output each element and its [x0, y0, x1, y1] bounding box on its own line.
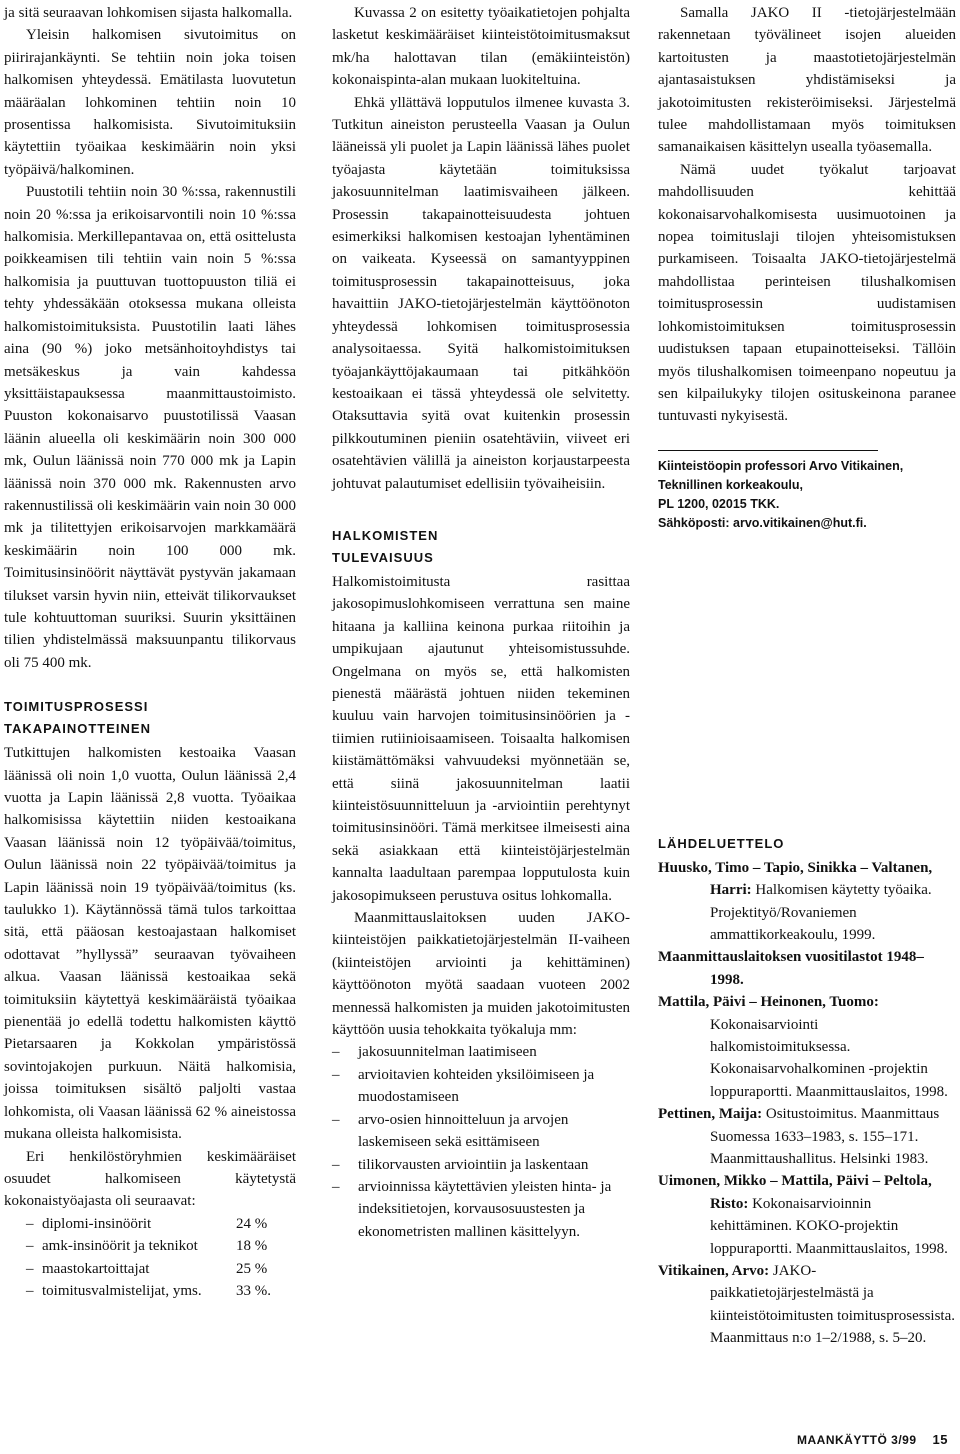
heading-line: HALKOMISTEN	[332, 527, 439, 543]
column-2	[332, 2, 630, 1243]
paragraph: Kuvassa 2 on esitetty työaikatietojen pohjalta lasketut keskimääräiset kiinteistötoimitusmaksut mk/ha halottavan tilan (emäkiinteistön) kokonaispinta-alan mukaan luokiteltuina.	[332, 5, 630, 89]
page-footer	[797, 1432, 948, 1447]
paragraph: Ehkä yllättävä lopputulos ilmenee kuvasta 3. Tutkitun aineiston perusteella Vaasan ja Oulun lääneissä yli puolet ja Lapin läänissä lähes puolet työajasta käytetään toimituksissa jakosuunnitelman laatimisvaiheen jälkeen. Prosessin takapainotteisuudesta johtuen esimerkiksi halkomisen kestoajan lyhentäminen on vaikeata. Kyseessä on samantyyppinen toimitusprosessin takapainotteisuus, joka havaittiin JAKO-tietojärjestelmän käyttöönoton yhteydessä lohkomisen toimitusprosessia analysoitaessa. Syitä halkomistoimituksen työajankäyttöjakaumaan tai pitkähköön kestoaikaan ei tässä yhteydessä ole selvitetty. Otaksuttavia syitä ovat kuitenkin prosessin pilkkoutuminen pieniin osatehtäviin, viiveet eri osatehtävien välillä ja aineiston korjaustarpeesta johtuvat palautumiset edellisiin työvaiheisiin.	[332, 94, 630, 492]
list-item: – amk-insinöörit ja teknikot 18 %	[26, 1238, 268, 1255]
list-item: – diplomi-insinöörit 24 %	[26, 1215, 268, 1232]
column-3	[658, 2, 956, 1350]
paragraph: Samalla JAKO II -tietojärjestelmään rakennetaan työvälineet isojen alueiden kartoitusten ja maastotietojärjestelmän ajantasaistuksen yhdistämiseksi ja jakotoimitusten rekisteröimiseksi. Järjestelmä tulee mahdollistamaan myös toimituksen samanaikaisen käsittelyn usealla työasemalla.	[658, 5, 956, 156]
section-heading	[4, 696, 296, 740]
paragraph: Eri henkilöstöryhmien keskimääräiset osuudet halkomiseen käytetystä kokonaistyöajasta oli seuraavat:	[4, 1148, 296, 1210]
journal-issue: MAANKÄYTTÖ 3/99	[797, 1433, 917, 1447]
reference-item: Pettinen, Maija: Ositustoimitus. Maanmittaus Suomessa 1633–1983, s. 155–171. Maanmittaushallitus. Helsinki 1983.	[658, 1106, 940, 1167]
reference-item: Maanmittauslaitoksen vuositilastot 1948–1998.	[658, 949, 924, 988]
contact-line: Teknillinen korkeakoulu,	[658, 477, 803, 492]
reference-item: Uimonen, Mikko – Mattila, Päivi – Peltola, Risto: Kokonaisarvioinnin kehittäminen. KOKO-projektin loppuraportti. Maanmittauslaitos, 1998.	[658, 1173, 948, 1257]
reference-item: Mattila, Päivi – Heinonen, Tuomo: Kokonaisarviointi halkomistoimituksessa. Kokonaisarvohalkominen -projektin loppuraportti. Maanmittauslaitos, 1998.	[658, 994, 948, 1100]
spacer	[658, 533, 956, 833]
reference-item: Huusko, Timo – Tapio, Sinikka – Valtanen, Harri: Halkomisen käytetty työaika. Projektityö/Rovaniemen ammattikorkeakoulu, 1999.	[658, 859, 933, 943]
list-item: – tilikorvausten arviointiin ja laskentaan	[332, 1156, 589, 1173]
section-heading	[332, 525, 630, 569]
references-heading: LÄHDELUETTELO	[658, 835, 785, 851]
paragraph: ja sitä seuraavan lohkomisen sijasta halkomalla.	[4, 5, 293, 21]
list-item: – arvioinnissa käytettävien yleisten hinta- ja indeksitietojen, korvausosuustesten ja ekonometristen mallinen käsittelyyn.	[332, 1178, 612, 1240]
heading-line: TULEVAISUUS	[332, 549, 434, 565]
contact-line: PL 1200, 02015 TKK.	[658, 496, 780, 511]
references-list	[658, 857, 956, 1350]
staff-share-list	[4, 1213, 296, 1303]
tools-list	[332, 1041, 630, 1243]
paragraph: Halkomistoimitusta rasittaa jakosopimuslohkomiseen verrattuna sen maine hitaana ja kalliina keinona purkaa riitoihin ja umpikujaan ajautunut yhteisomistussuhde. Ongelmana on myös se, että halkomisten pienestä määrästä johtuen niiden tekeminen kuuluu vain harvojen toimitusinsinöörien ja -tiimien rutiinioisaamiseen. Toisaalta halkomisen kiistämättömäksi vahvuudeksi myönnetään se, että siinä jakosuunnitelman laatii kiinteistösuunnitteluun ja -arviointiin perehtynyt toimitusinsinööri. Tämä merkitsee ilmeisesti aina sekä asiakkaan että kiinteistöjärjestelmän kannalta laadultaan parempaa lopputulosta kuin jakosopimukseen perustuva ositus lohkomalla.	[332, 573, 630, 904]
paragraph: Tutkittujen halkomisten kestoaika Vaasan läänissä oli noin 1,0 vuotta, Oulun läänissä 2,4 vuotta ja Lapin läänissä 2,8 vuotta. Työaikaa halkomisissa käytettiin niiden kestoaikana Vaasan läänissä noin 12 työpäivää/toimitus, Oulun läänissä noin 22 työpäivää/toimitus ja Lapin läänissä noin 19 työpäivää/toimitus (ks. taulukko 1). Käytännössä tämä tulos tarkoittaa sitä, että pääosan kestoajastaan halkomiset odottavat ”hyllyssä” seuraavan työvaiheen alkua. Vaasan läänissä kestoaikaa sekä toimituksiin käytettyä keskimääräistä työaikaa pienentää jo edellä todettu halkomisten käyttö Pietarsaaren ja Kokkolan ympäristössä sovintojakojen purkuun. Näitä halkomisia, joissa toimituksen sisältö paljolti vastaa lohkomista, oli Vaasan läänissä 62 % aineistossa mukana olleista halkomisista.	[4, 745, 296, 1143]
paragraph: Maanmittauslaitoksen uuden JAKO-kiinteistöjen paikkatietojärjestelmän II-vaiheen (kiinteistöjen arviointi ja kehittäminen) käyttöönoton myötä saadaan vuoteen 2002 mennessä halkomisten ja muiden jakotoimitusten käyttöön uusia tehokkaita työkaluja mm:	[332, 910, 630, 1039]
paragraph: Yleisin halkomisen sivutoimitus on piirirajankäynti. Se tehtiin noin joka toisen halkomisen yhteydessä. Emätilasta luovutetun määräalan lohkominen tehtiin noin 10 prosentissa halkomisista. Sivutoimituksiin käytettiin työaikaa keskimäärin noin yksi työpäivä/halkominen.	[4, 27, 296, 178]
page-number: 15	[932, 1432, 948, 1447]
paragraph: Nämä uudet työkalut tarjoavat mahdollisuuden kehittää kokonaisarvohalkomisesta uusimuotoinen ja nopea toimituslaji tilojen yhteisomistuksen purkamiseen. Toisaalta JAKO-tietojärjestelmä mahdollistaa perinteisen tilushalkomisen toimitusprosessin uudistamisen lohkomistoimituksen toimitusprosessin uudistuksen tapaan etupainotteiseksi. Tällöin myös tilushalkomisen toimeenpano nopeutuu ja sen kilpailukyky tilojen osituskeinona paranee tuntuvasti nykyisestä.	[658, 161, 956, 425]
list-item: – jakosuunnitelman laatimiseen	[332, 1044, 537, 1061]
list-item: – arvioitavien kohteiden yksilöimiseen ja muodostamiseen	[332, 1066, 595, 1106]
list-item: – arvo-osien hinnoitteluun ja arvojen laskemiseen sekä esittämiseen	[332, 1111, 569, 1151]
reference-item: Vitikainen, Arvo: JAKO-paikkatietojärjestelmästä ja kiinteistötoimitusten toimitusprosessista. Maanmittaus n:o 1–2/1988, s. 5–20.	[658, 1263, 956, 1347]
contact-line: Kiinteistöopin professori Arvo Vitikainen,	[658, 458, 904, 473]
heading-line: TAKAPAINOTTEINEN	[4, 721, 151, 737]
paragraph: Puustotili tehtiin noin 30 %:ssa, rakennustili noin 20 %:ssa ja erikoisarvontili noin 10 %:ssa halkomisia. Merkillepantavaa on, että osittelusta poikkeamisen tili tehtiin vain noin 5 %:ssa halkomisia ja puuttuvan tuottopuuston tiliä ei tehty yhdessäkään otoksessa mukana olleista halkomistoimituksista. Puustotilin laati lähes aina (90 %) joko metsänhoitoyhdistys tai metsäkeskus ja vain kahdessa yksittäistapauksessa maanmittaustoimisto. Puuston kokonaisarvo puustotilissä Vaasan läänin alueella oli keskimäärin noin 300 000 mk, Oulun läänissä noin 770 000 mk ja Lapin läänissä noin 370 000 mk. Rakennusten arvo rakennustilissä oli keskimäärin vain noin 30 000 mk ja tilitettyjen erikoisarvojen markkamäärä keskimäärin noin 100 000 mk. Toimitusinsinöörit näyttävät pystyvän jakamaan tilukset varsin hyvin niin, etteivät tilikorvaukset tule kohtuuttoman suuriksi. Suurin yksittäinen tilien yhdistelmässä maksuunpantu tilikorvaus oli 75 400 mk.	[4, 184, 296, 671]
divider	[658, 450, 878, 451]
list-item: – toimitusvalmistelijat, yms. 33 %.	[26, 1282, 271, 1299]
list-item: – maastokartoittajat 25 %	[26, 1260, 268, 1277]
heading-line: TOIMITUSPROSESSI	[4, 699, 149, 715]
author-contact	[658, 457, 956, 533]
contact-line: Sähköposti: arvo.vitikainen@hut.fi.	[658, 515, 867, 530]
column-1	[4, 2, 296, 1302]
